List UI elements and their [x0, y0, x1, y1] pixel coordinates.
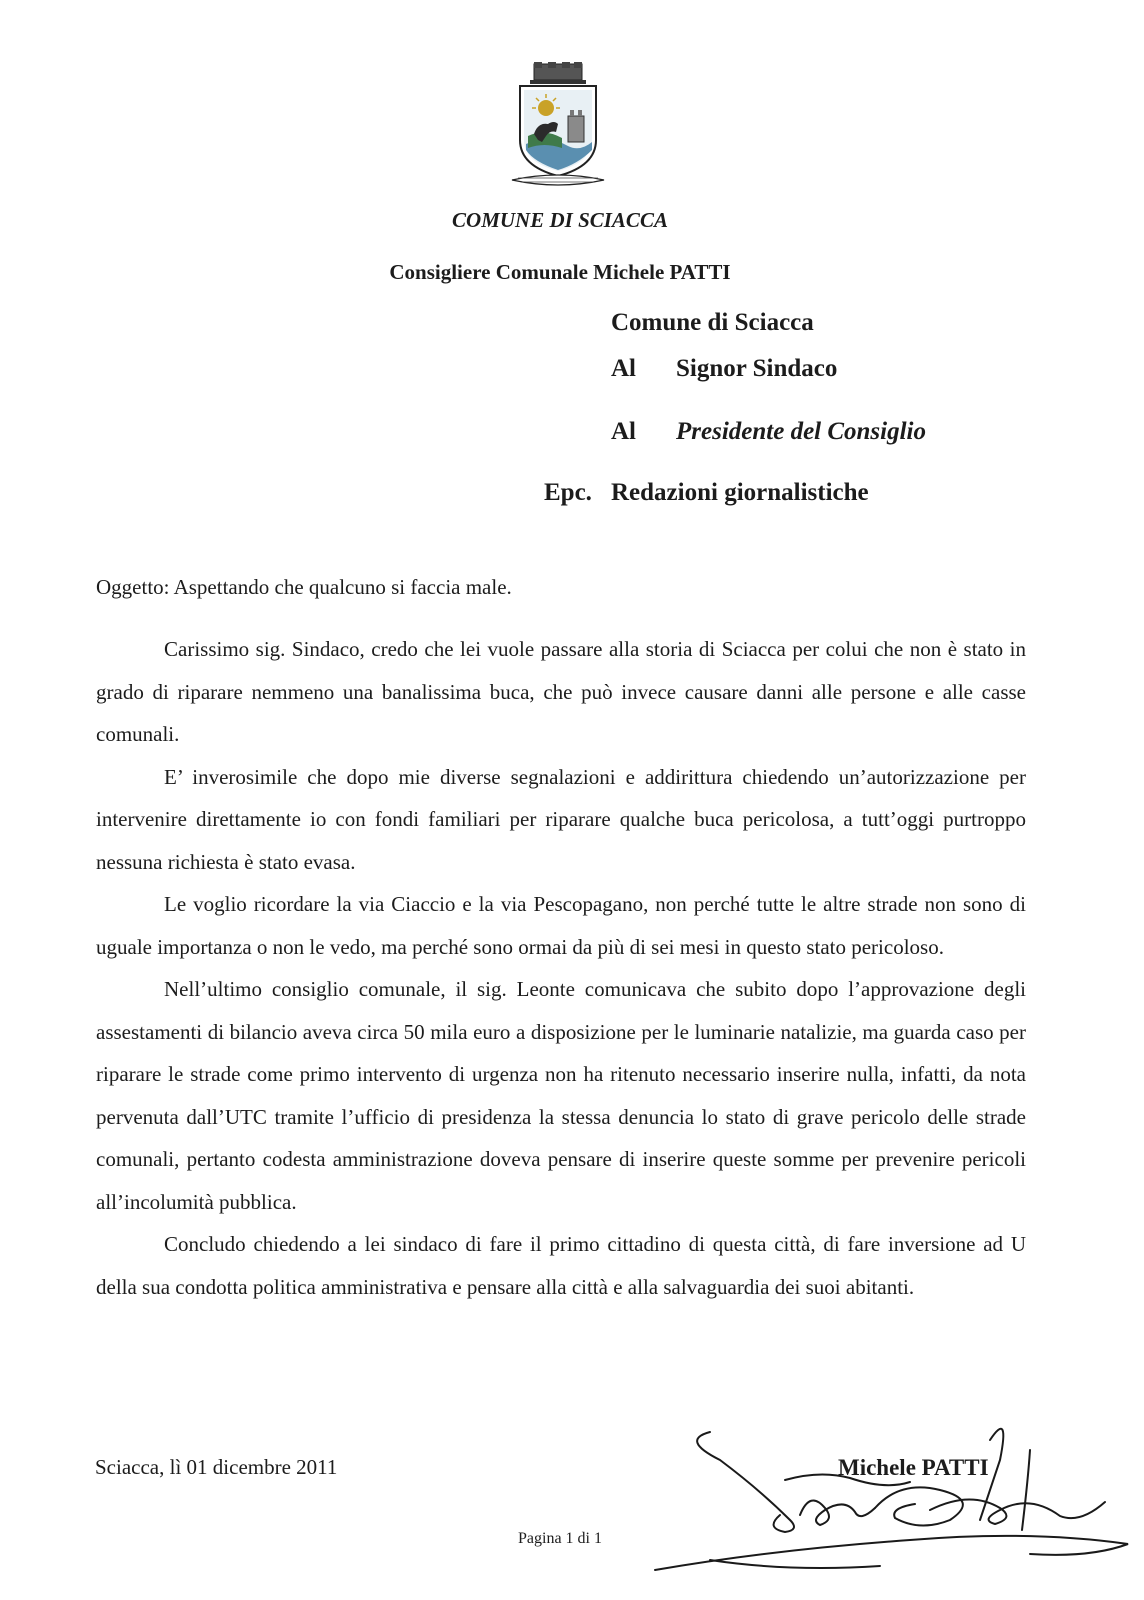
recipient-name: Signor Sindaco: [676, 355, 838, 382]
body-paragraph: Nell’ultimo consiglio comunale, il sig. Leonte comunicava che subito dopo l’approvazione degli assestamenti di bilancio aveva circa 50 mila euro a disposizione per le luminarie natalizie, ma guarda caso per riparare le strade come primo intervento di urgenza non ha ritenuto necessario inserire nulla, infatti, da nota pervenuta dall’UTC tramite l’ufficio di presidenza la stessa denuncia lo stato di grave pericolo delle strade comunali, pertanto codesta amministrazione doveva pensare di inserire queste somme per prevenire pericoli all’incolumità pubblica.: [96, 977, 1026, 1214]
body-paragraph: Carissimo sig. Sindaco, credo che lei vuole passare alla storia di Sciacca per colui che non è stato in grado di riparare nemmeno una banalissima buca, che può invece causare danni alle persone e alle casse comunali.: [96, 637, 1026, 746]
place-date: Sciacca, lì 01 dicembre 2011: [95, 1455, 338, 1479]
handwritten-signature-icon: [650, 1420, 1130, 1580]
recipient-name: Redazioni giornalistiche: [611, 479, 869, 506]
recipient-name: Comune di Sciacca: [611, 309, 814, 336]
body-paragraph: Concludo chiedendo a lei sindaco di fare il primo cittadino di questa città, di fare inversione ad U della sua condotta politica amministrativa e pensare alla città e alla salvaguardia dei suoi abitanti.: [96, 1232, 1026, 1299]
page-number: Pagina 1 di 1: [518, 1530, 602, 1547]
letter-body: [96, 628, 1026, 1308]
subject-label: Oggetto:: [96, 575, 170, 599]
subject-line: [96, 575, 512, 600]
coat-of-arms-icon: [508, 62, 608, 192]
body-paragraph: Le voglio ricordare la via Ciaccio e la via Pescopagano, non perché tutte le altre strade non sono di uguale importanza o non le vedo, ma perché sono ormai da più di sei mesi in questo stato pericoloso.: [96, 892, 1026, 959]
signatory-name: Michele PATTI: [838, 1455, 989, 1480]
recipient-prefix: Epc.: [544, 479, 592, 506]
recipient-line: [544, 479, 869, 507]
subject-text: Aspettando che qualcuno si faccia male.: [173, 575, 512, 599]
body-paragraph: E’ inverosimile che dopo mie diverse segnalazioni e addirittura chiedendo un’autorizzazione per intervenire direttamente io con fondi familiari per riparare qualche buca pericolosa, a tutt’oggi purtroppo nessuna richiesta è stato evasa.: [96, 764, 1026, 874]
recipient-name: Presidente del Consiglio: [676, 418, 926, 445]
organization-title: COMUNE DI SCIACCA: [452, 208, 668, 232]
recipient-line: [611, 418, 926, 446]
recipient-prefix: Al: [611, 418, 636, 445]
sender-line: Consigliere Comunale Michele PATTI: [389, 260, 731, 284]
recipient-prefix: Al: [611, 355, 636, 382]
recipient-line: [611, 309, 814, 337]
recipient-line: [611, 355, 837, 383]
